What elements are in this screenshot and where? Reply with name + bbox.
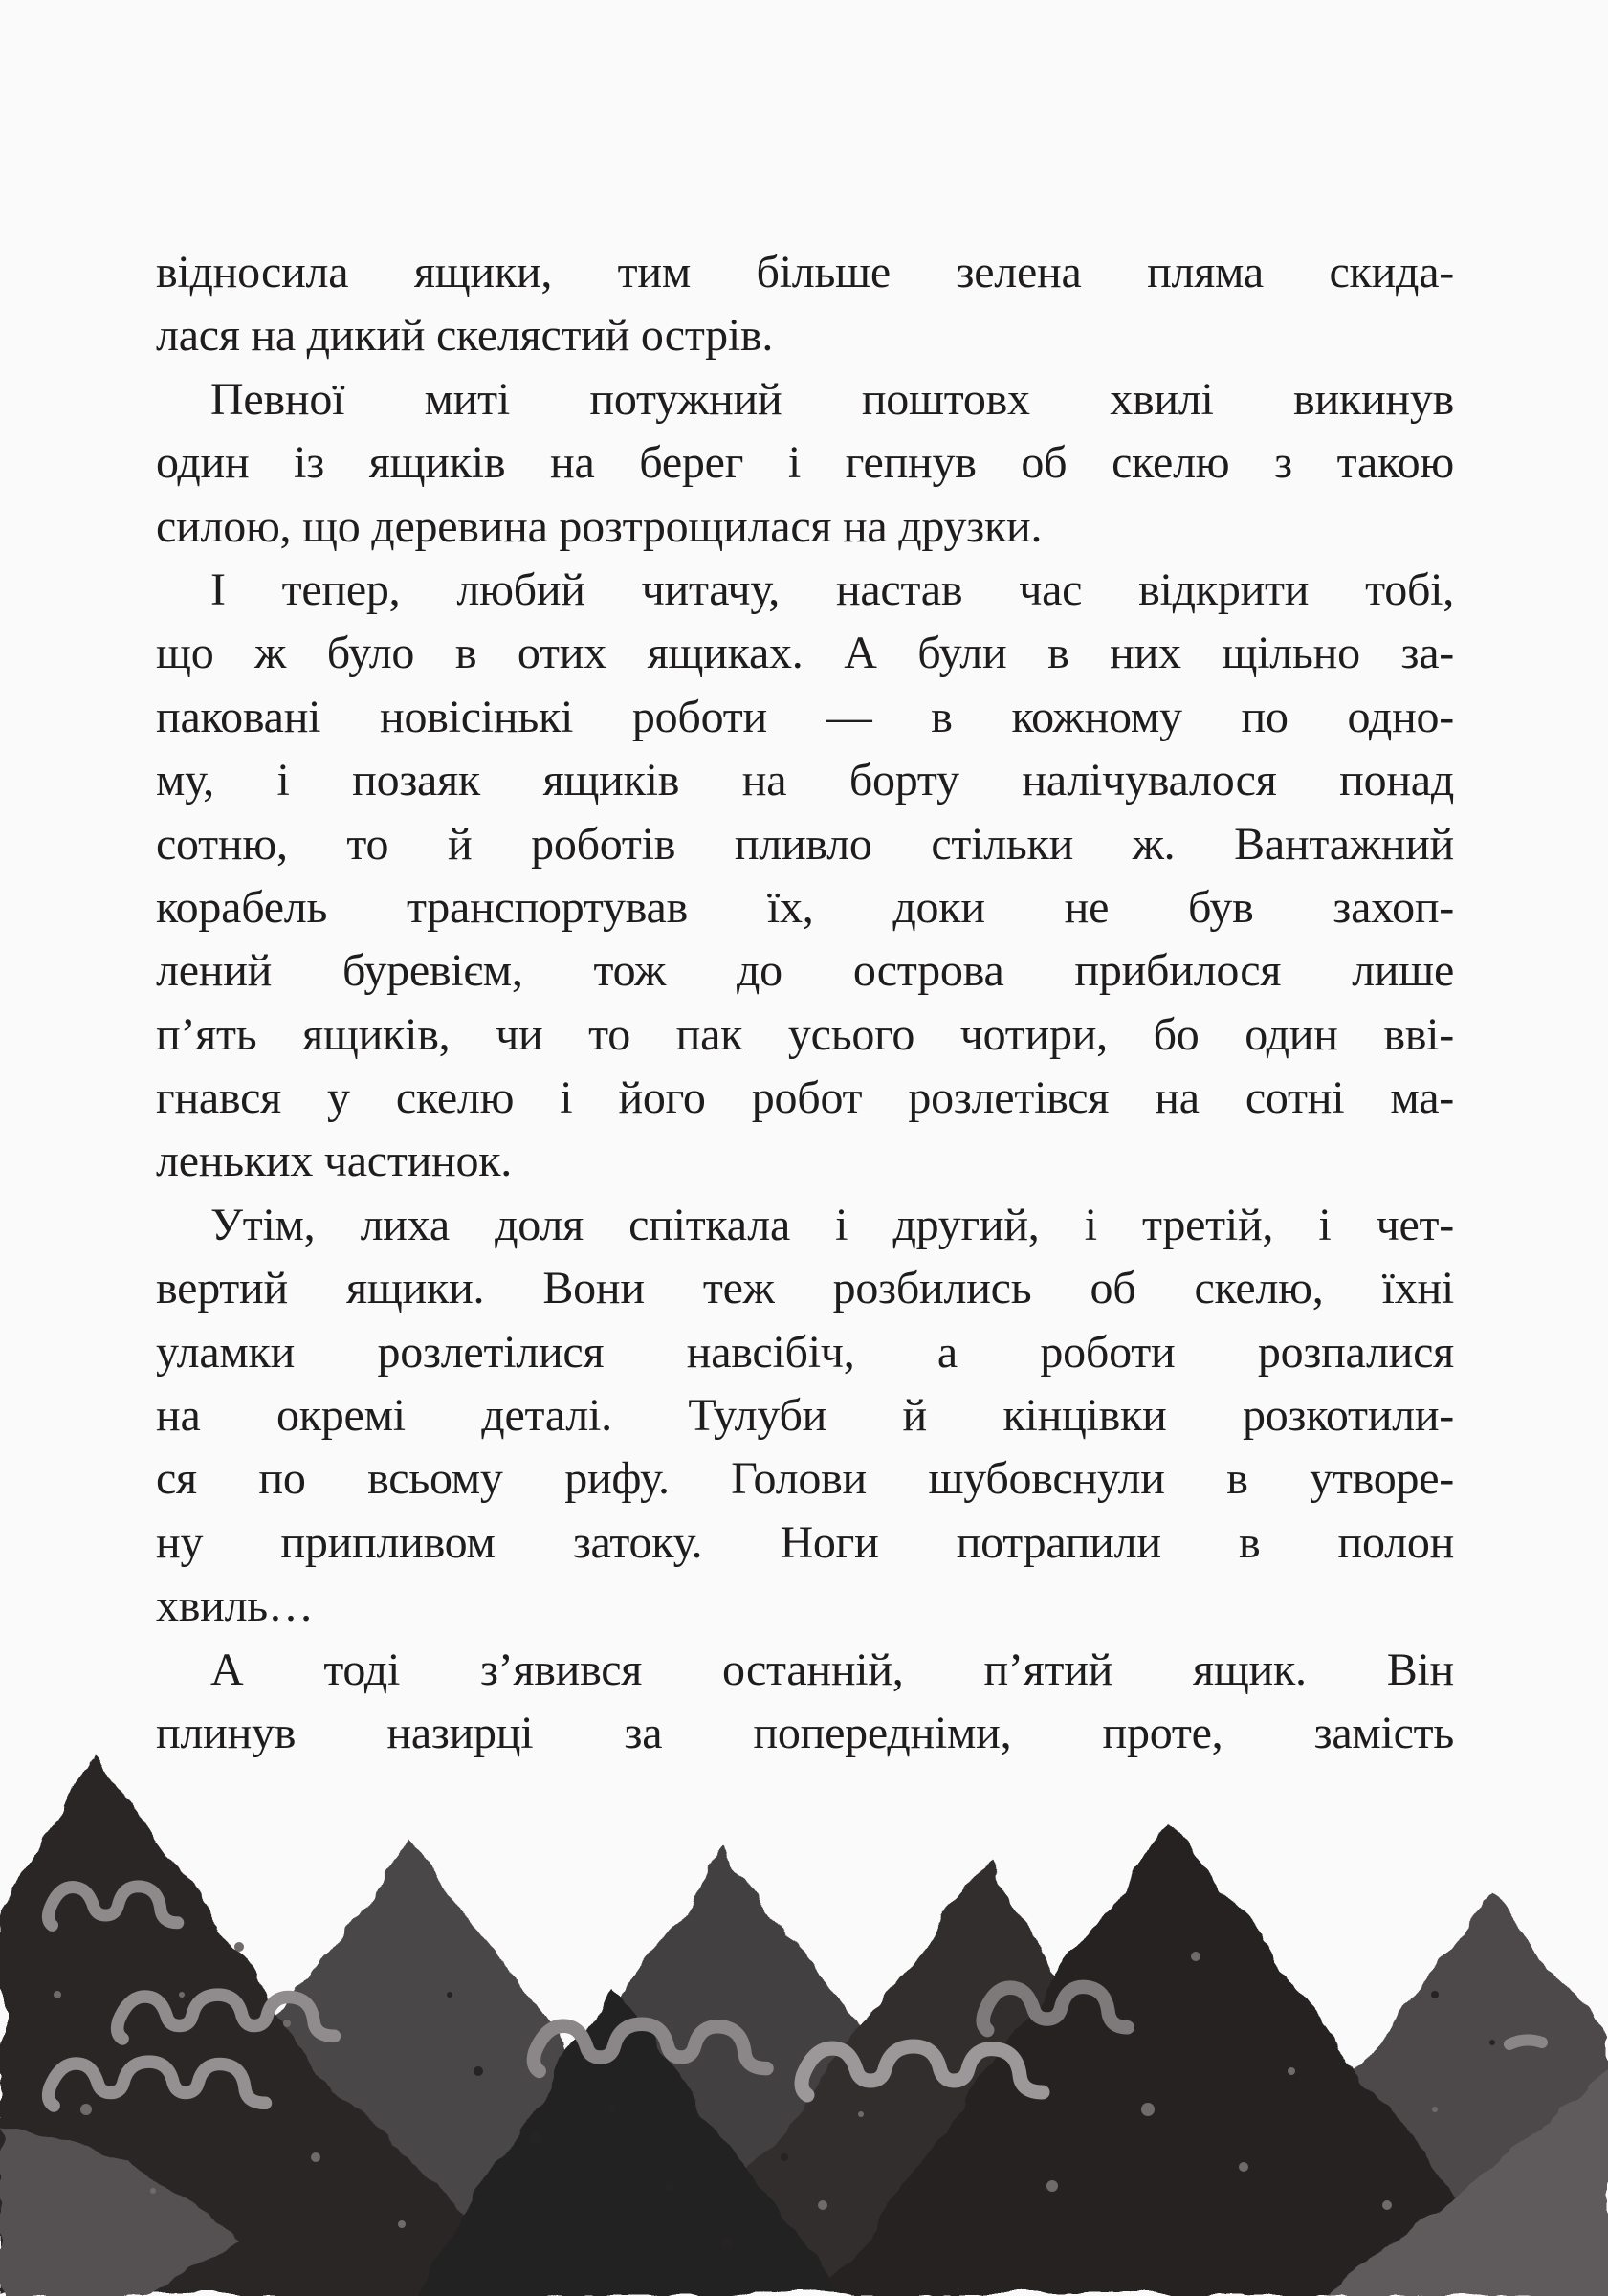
- text-line: ся по всьому рифу. Голови шубовснули в утворе-: [156, 1453, 1454, 1505]
- body-text: [156, 241, 1454, 1765]
- island-illustration: [0, 1708, 1608, 2296]
- text-line: Певної миті потужний поштовх хвилі викинув: [210, 373, 1454, 425]
- text-line: що ж було в отих ящиках. А були в них щільно за-: [156, 628, 1454, 679]
- text-line: плинув назирці за попередніми, проте, замість: [156, 1707, 1454, 1758]
- text-line: силою, що деревина розтрощилася на друзки.: [156, 500, 1043, 552]
- text-line: му, і позаяк ящиків на борту налічувалося понад: [156, 755, 1454, 806]
- text-line: сотню, то й роботів пливло стільки ж. Вантажний: [156, 818, 1454, 870]
- text-line: п’ять ящиків, чи то пак усього чотири, бо один вві-: [156, 1008, 1454, 1060]
- text-line: І тепер, любий читачу, настав час відкрити тобі,: [210, 563, 1454, 615]
- text-line: ну припливом затоку. Ноги потрапили в полон: [156, 1516, 1454, 1568]
- text-line: відносила ящики, тим більше зелена пляма скида-: [156, 247, 1454, 298]
- text-line: паковані новісінькі роботи — в кожному по одно-: [156, 691, 1454, 742]
- text-line: на окремі деталі. Тулуби й кінцівки розкотили-: [156, 1390, 1454, 1442]
- wave-dash-icon: [1509, 2040, 1542, 2044]
- text-line: Утім, лиха доля спіткала і другий, і третій, і чет-: [210, 1199, 1454, 1250]
- text-line: уламки розлетілися навсібіч, а роботи розпалися: [156, 1326, 1454, 1378]
- text-line: лася на дикий скелястий острів.: [156, 310, 774, 362]
- text-line: корабель транспортував їх, доки не був захоп-: [156, 881, 1454, 933]
- text-line: А тоді з’явився останній, п’ятий ящик. Він: [210, 1644, 1454, 1695]
- text-line: леньких частинок.: [156, 1136, 513, 1187]
- text-line: вертий ящики. Вони теж розбились об скелю, їхні: [156, 1263, 1454, 1314]
- text-line: один із ящиків на берег і гепнув об скелю з такою: [156, 437, 1454, 489]
- text-line: лений буревієм, тож до острова прибилося лише: [156, 945, 1454, 997]
- text-line: гнався у скелю і його робот розлетівся на сотні ма-: [156, 1072, 1454, 1124]
- text-line: хвиль…: [156, 1580, 314, 1632]
